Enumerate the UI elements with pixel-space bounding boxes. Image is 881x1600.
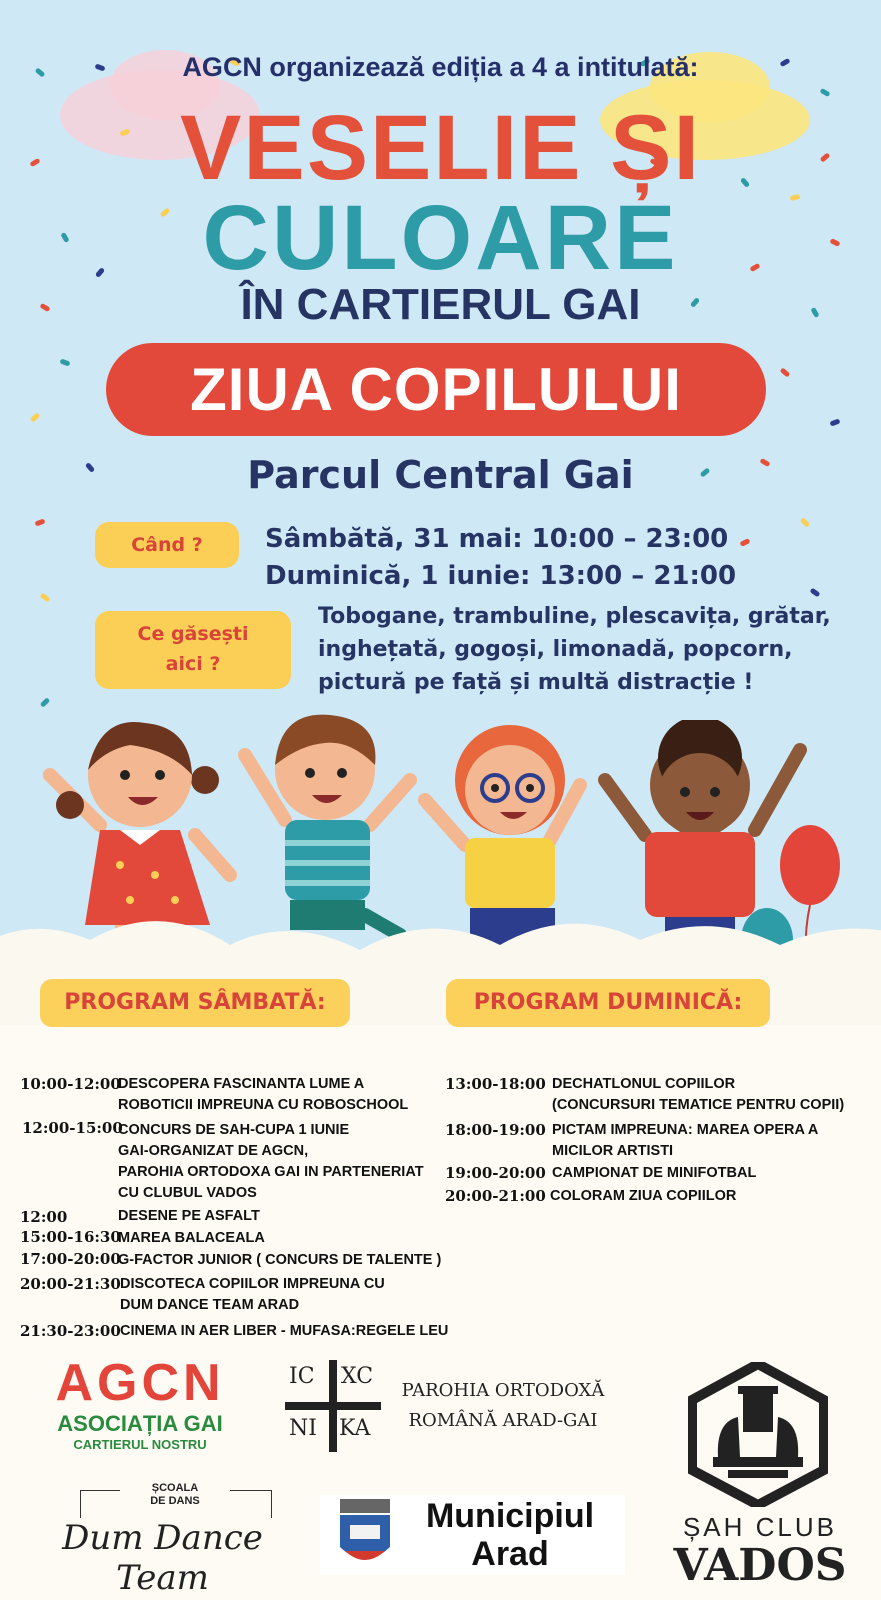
sat-time: 12:00	[20, 1208, 68, 1226]
agcn-name: ASOCIAȚIA GAI	[57, 1411, 223, 1436]
title-line-3: ÎN CARTIERUL GAI	[240, 280, 641, 329]
find-line-1: Tobogane, trambuline, plescavița, grătar,	[318, 604, 831, 629]
agcn-sub: CARTIERUL NOSTRU	[73, 1437, 207, 1452]
sat-time: 17:00-20:00	[20, 1250, 121, 1268]
sat-desc: DESENE PE ASFALT	[118, 1208, 260, 1224]
sah-club-logo: ȘAH CLUB VADOS	[673, 1512, 847, 1591]
find-label-line2: aici ?	[165, 653, 221, 675]
sat-time: 12:00-15:00	[22, 1119, 123, 1137]
chess-club-icon	[688, 1362, 828, 1507]
agcn-mark: AGCN	[55, 1354, 225, 1412]
sat-time: 15:00-16:30	[20, 1228, 121, 1246]
title-line-2: CULOARE	[202, 187, 679, 289]
sun-desc: DECHATLONUL COPIILOR (CONCURSURI TEMATICE PENTRU COPII)	[552, 1076, 845, 1113]
sat-time: 10:00-12:00	[20, 1075, 121, 1093]
program-sunday-label: PROGRAM DUMINICĂ:	[446, 979, 770, 1027]
sun-desc: CAMPIONAT DE MINIFOTBAL	[552, 1165, 757, 1181]
sat-desc: MAREA BALACEALA	[118, 1230, 265, 1246]
arad-coat-of-arms-icon	[335, 1499, 395, 1571]
find-label-line1: Ce găsești	[137, 623, 249, 645]
icxc-nika-cross-icon: IC XC NI KA	[285, 1360, 381, 1452]
municipiu-arad-logo: Municipiul Arad	[320, 1495, 625, 1575]
find-line-2: inghețată, gogoși, limonadă, popcorn,	[318, 637, 793, 662]
sat-time: 20:00-21:30	[20, 1275, 121, 1293]
dance-school-logo: ȘCOALA DE DANS Dum Dance Team	[20, 1482, 305, 1582]
agcn-logo	[40, 1355, 240, 1452]
sun-time: 13:00-18:00	[445, 1075, 546, 1093]
find-label	[95, 611, 291, 689]
sat-desc: G-FACTOR JUNIOR ( CONCURS DE TALENTE )	[118, 1252, 442, 1268]
intro-text: AGCN organizează ediția a 4 a intitulată:	[182, 52, 699, 82]
find-line-3: pictură pe față și multă distracție !	[318, 670, 754, 695]
sun-time: 18:00-19:00	[445, 1121, 546, 1139]
sat-desc: CONCURS DE SAH-CUPA 1 IUNIE GAI-ORGANIZAT DE AGCN, PAROHIA ORTODOXA GAI IN PARTENERIAT CU CLUBUL VADOS	[118, 1122, 424, 1201]
sat-desc: CINEMA IN AER LIBER - MUFASA:REGELE LEU	[120, 1323, 449, 1339]
sat-desc: DISCOTECA COPIILOR IMPREUNA CU DUM DANCE TEAM ARAD	[120, 1276, 385, 1313]
location-text: Parcul Central Gai	[247, 453, 634, 497]
sat-desc: DESCOPERA FASCINANTA LUME A ROBOTICII IMPREUNA CU ROBOSCHOOL	[118, 1076, 409, 1113]
when-label: Când ?	[95, 522, 239, 568]
when-sunday: Duminică, 1 iunie: 13:00 – 21:00	[265, 561, 737, 591]
parohie-logo: PAROHIA ORTODOXĂ ROMÂNĂ ARAD-GAI	[401, 1380, 605, 1431]
title-line-1: VESELIE ȘI	[179, 97, 702, 199]
program-saturday-label: PROGRAM SÂMBATĂ:	[40, 979, 350, 1027]
sun-desc: PICTAM IMPREUNA: MAREA OPERA A MICILOR ARTISTI	[552, 1122, 819, 1159]
event-banner: ZIUA COPILULUI	[106, 343, 766, 436]
sun-time: 20:00-21:00	[445, 1187, 546, 1205]
sat-time: 21:30-23:00	[20, 1322, 121, 1340]
when-saturday: Sâmbătă, 31 mai: 10:00 – 23:00	[265, 524, 729, 554]
sun-desc: COLORAM ZIUA COPIILOR	[550, 1188, 737, 1204]
sun-time: 19:00-20:00	[445, 1164, 546, 1182]
